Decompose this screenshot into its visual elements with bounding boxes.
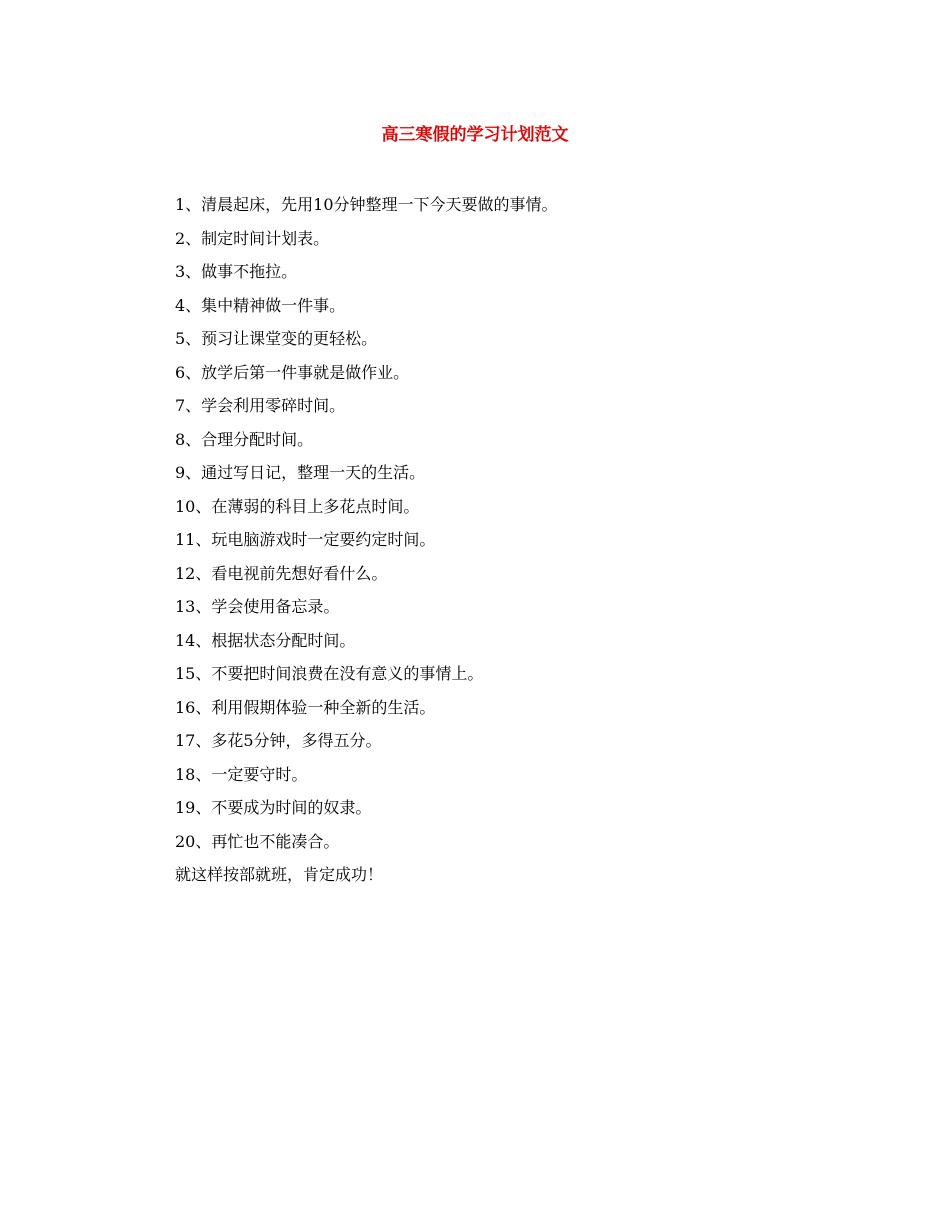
- list-item: 19、不要成为时间的奴隶。: [175, 798, 372, 817]
- list-item: 10、在薄弱的科目上多花点时间。: [175, 496, 420, 516]
- list-item: 2、制定时间计划表。: [175, 228, 330, 248]
- closing-line: 就这样按部就班，肯定成功！: [175, 865, 384, 884]
- list-item: 20、再忙也不能凑合。: [175, 831, 340, 851]
- list-item: 4、集中精神做一件事。: [175, 295, 346, 315]
- document-title: 高三寒假的学习计划范文: [381, 125, 569, 145]
- list-item: 3、做事不拖拉。: [175, 262, 298, 281]
- list-item: 7、学会利用零碎时间。: [175, 396, 346, 415]
- list-item: 16、利用假期体验一种全新的生活。: [175, 697, 436, 717]
- list-item: 17、多花5分钟，多得五分。: [175, 731, 382, 750]
- list-item: 14、根据状态分配时间。: [175, 630, 356, 650]
- list-item: 9、通过写日记，整理一天的生活。: [175, 463, 426, 482]
- list-item: 12、看电视前先想好看什么。: [175, 563, 388, 583]
- list-item: 6、放学后第一件事就是做作业。: [175, 362, 410, 382]
- list-item: 18、一定要守时。: [175, 764, 308, 784]
- list-item: 8、合理分配时间。: [175, 429, 314, 449]
- list-item: 13、学会使用备忘录。: [175, 597, 340, 616]
- list-item: 11、玩电脑游戏时一定要约定时间。: [175, 530, 436, 549]
- list-item: 1、清晨起床，先用10分钟整理一下今天要做的事情。: [175, 195, 558, 214]
- tips-list: [175, 194, 558, 864]
- list-item: 15、不要把时间浪费在没有意义的事情上。: [175, 664, 484, 683]
- list-item: 5、预习让课堂变的更轻松。: [175, 329, 378, 348]
